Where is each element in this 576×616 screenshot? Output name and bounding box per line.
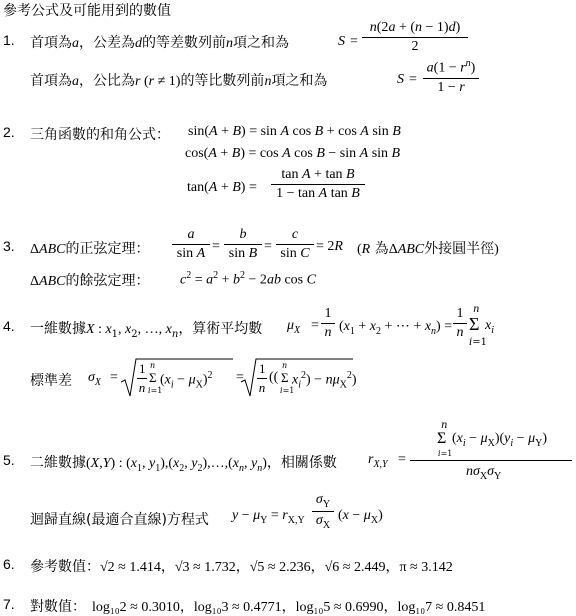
item6-reference-values: √2 ≈ 1.414，√3 ≈ 1.732，√5 ≈ 2.236，√6 ≈ 2.449，π ≈ 3.142 (100, 560, 453, 575)
page-title: 參考公式及可能用到的數值 (3, 3, 171, 19)
item2-cos-sum-formula: cos(A + B) = cos A cos B − sin A sin B (185, 146, 401, 161)
item5-label2: 迴歸直線(最適合直線)方程式 (30, 512, 209, 528)
item3-cosine-rule-formula: $c^2 = a^2 + b^2 - 2ab$ cos C (180, 270, 316, 288)
item5-text1: 二維數據(X,Y) : ($x_1$, $y_1),(x_2$, $y_2),\dots,(x_n$, $y_n$)，相關係數 (30, 455, 337, 474)
item6-label: 參考數值： (30, 559, 100, 575)
item5-correlation-formula: $r_{X,Y}$ = n Σ i=1 $(x_i - \mu_X)(y_i - \mu_Y)$ $n\sigma_X\sigma_Y$ (368, 414, 574, 484)
item3-circumradius-note: (R 為ΔABC外接圓半徑) (357, 241, 499, 257)
item7-label: 對數值： (30, 599, 86, 615)
item-number-2: 2. (3, 124, 15, 140)
item4-mean-formula: $\mu_X$ = $\frac{1}{n}$ ($x_1 + x_2$ + ⋯ + $x_n$) = $\frac{1}{n}$ Σ n i=1 $x_i$ (287, 304, 494, 348)
item1-line2: 首項為a，公比為r (r ≠ 1)的等比數列前n項之和為 (30, 73, 328, 89)
item2-label: 三角函數的和角公式： (30, 127, 170, 143)
item-number-7: 7. (3, 596, 15, 612)
item4-text1: 一維數據X : $x_1$, $x_2$, …, $x_n$，算術平均數 (30, 321, 263, 341)
item4-stddev-formula: $\sigma_X$ = $\frac{1}{n}$ Σ n i=1 $(x_i - \mu_X)^2$ = $\frac{1}{n}$ (( Σ n i=1 $x_i^2) - n\mu_X^2$) (88, 356, 368, 400)
item4-label2: 標準差 (30, 373, 72, 389)
item5-regression-formula: $y - \mu_Y = r_{X,Y}$ $\frac{\sigma_Y}{\sigma_X}$ $(x - \mu_X)$ (232, 492, 383, 531)
item-number-6: 6. (3, 556, 15, 572)
item-number-3: 3. (3, 238, 15, 254)
item-number-4: 4. (3, 318, 15, 334)
item1-line1: 首項為a，公差為d的等差數列前n項之和為 (30, 35, 289, 51)
item3-label1: ΔABC的正弦定理： (30, 241, 150, 257)
item-number-1: 1. (3, 32, 15, 48)
item3-label2: ΔABC的餘弦定理： (30, 273, 150, 289)
item-number-5: 5. (3, 452, 15, 468)
item2-sin-sum-formula: sin(A + B) = sin A cos B + cos A sin B (188, 124, 401, 139)
item7-log-values: log₁₀2 ≈ 0.3010，log₁₀3 ≈ 0.4771，log₁₀5 ≈ 0.6990，log₁₀7 ≈ 0.8451 (92, 600, 486, 615)
